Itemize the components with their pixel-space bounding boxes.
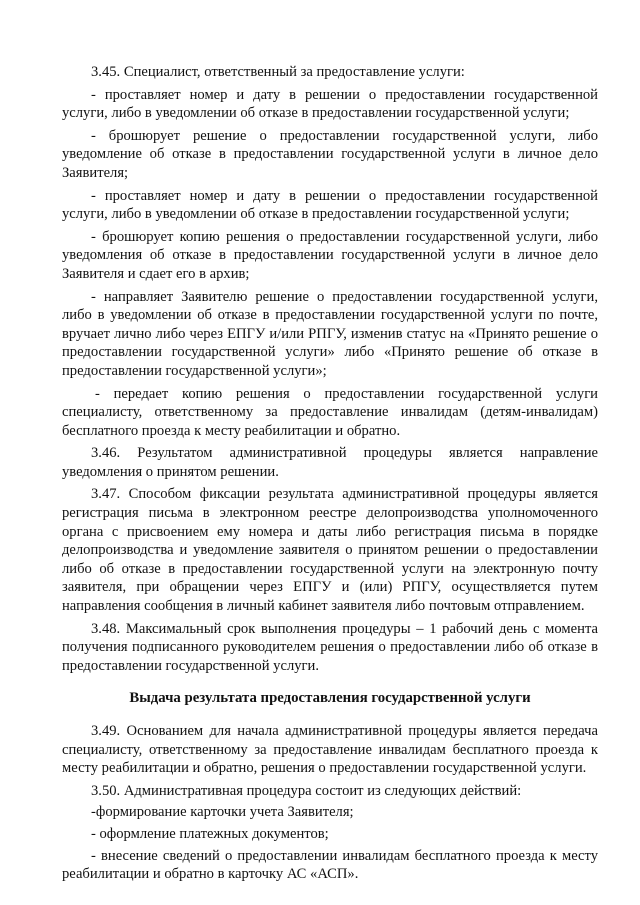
list-item-enter-data: - внесение сведений о предоставлении инвалидам бесплатного проезда к месту реабилитации и обратно в карточку АС «АСП». <box>62 847 598 883</box>
list-item-assign-number-2: - проставляет номер и дату в решении о предоставлении государственной услуги, либо в уведомлении об отказе в предоставлении государственной услуги; <box>62 187 598 223</box>
paragraph-3-47: 3.47. Способом фиксации результата административной процедуры является регистрация письма в электронном реестре делопроизводства уполномоченного органа с присвоением ему номера и даты либо регистрация письма в порядке делопроизводства и уведомление заявителя о принятом решении о предоставлении либо об отказе в предоставлении государственной услуги на электронную почту заявителя, при обращении через ЕПГУ и (или) РПГУ, осуществляется путем направления сообщения в личный кабинет заявителя либо почтовым отправлением. <box>62 486 598 615</box>
list-item-bind-decision: - брошюрует решение о предоставлении государственной услуги, либо уведомление об отказе в предоставлении государственной услуги в личное дело Заявителя; <box>62 127 598 181</box>
list-item-bind-copy-archive: - брошюрует копию решения о предоставлении государственной услуги, либо уведомления об отказе в предоставлении государственной услуги в личное дело Заявителя и сдает его в архив; <box>62 228 598 282</box>
list-item-assign-number-1: - проставляет номер и дату в решении о предоставлении государственной услуги, либо в уведомлении об отказе в предоставлении государственной услуги; <box>62 86 598 122</box>
list-item-send-to-applicant: - направляет Заявителю решение о предоставлении государственной услуги, либо в уведомлении об отказе в предоставлении государственной услуги по почте, вручает лично либо через ЕПГУ и/или РПГУ, изменив статус на «Принято решение о предоставлении государственной услуги» либо «Принято решение об отказе в предоставлении государственной услуги»; <box>62 288 598 379</box>
paragraph-3-46: 3.46. Результатом административной процедуры является направление уведомления о принятом решении. <box>62 445 598 480</box>
section-heading: Выдача результата предоставления государственной услуги <box>129 690 531 707</box>
list-item-transfer-copy: - передает копию решения о предоставлении государственной услуги специалисту, ответственному за предоставление инвалидам (детям-инвалидам) бесплатного проезда к месту реабилитации и обратно. <box>62 385 598 439</box>
document-body <box>62 63 598 887</box>
paragraph-3-48: 3.48. Максимальный срок выполнения процедуры – 1 рабочий день с момента получения подписанного руководителем решения о предоставлении либо об отказе в предоставлении государственной услуги. <box>62 620 598 674</box>
paragraph-3-50: 3.50. Административная процедура состоит из следующих действий: <box>91 782 522 799</box>
list-item-applicant-card: -формирование карточки учета Заявителя; <box>91 804 354 821</box>
list-item-payment-docs: - оформление платежных документов; <box>91 825 329 842</box>
paragraph-3-45: 3.45. Специалист, ответственный за предоставление услуги: <box>91 64 465 80</box>
paragraph-3-49: 3.49. Основанием для начала административной процедуры является передача специалисту, ответственному за предоставление инвалидам бесплатного проезда к месту реабилитации и обратно, решения о предоставлении государственной услуги. <box>62 723 598 777</box>
